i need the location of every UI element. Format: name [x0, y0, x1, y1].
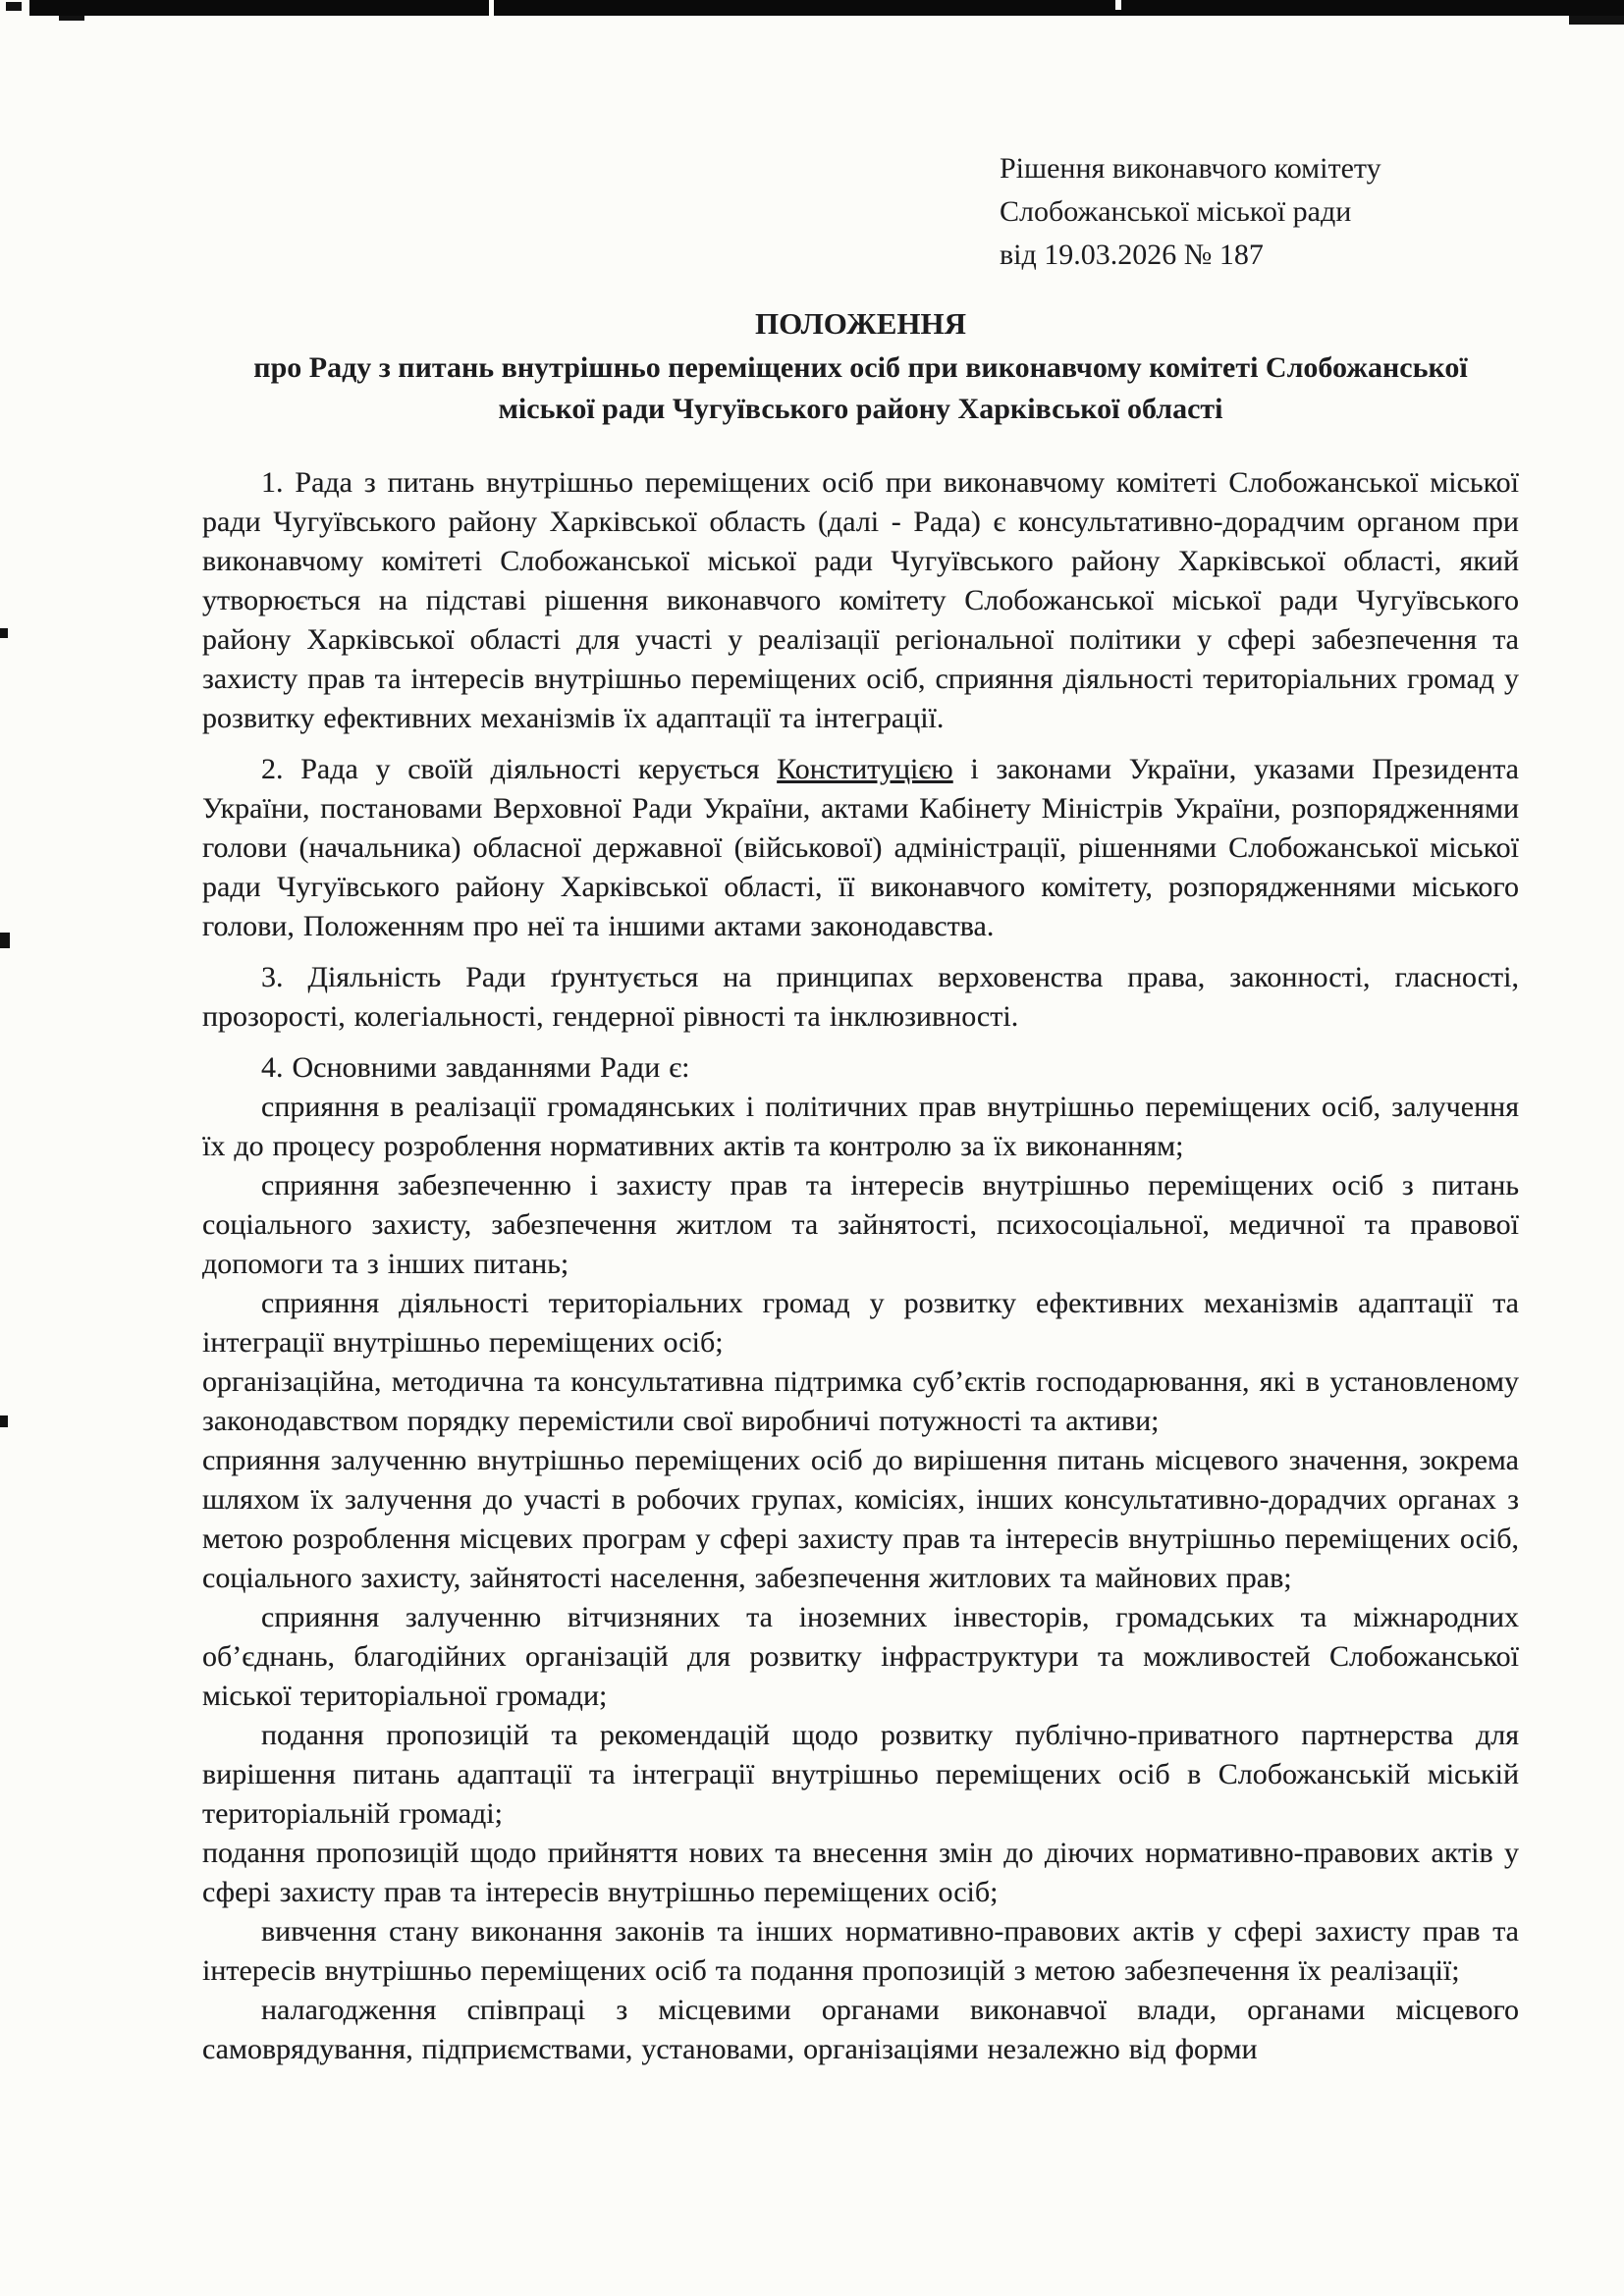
task-item-7: подання пропозицій та рекомендацій щодо розвитку публічно-приватного партнерства для вирішення питань адаптації та інтеграції внутрішньо переміщених осіб в Слобожанській міській територіальній громаді;: [202, 1719, 1519, 1830]
task-item-4: організаційна, методична та консультативна підтримка суб’єктів господарювання, які в установленому законодавством порядку перемістили свої виробничі потужності та активи;: [202, 1365, 1519, 1437]
paragraph-2: [202, 750, 1519, 946]
task-item-2: сприяння забезпеченню і захисту прав та інтересів внутрішньо переміщених осіб з питань соціального захисту, забезпечення житлом та зайнятості, психосоціальної, медичної та правової допомоги та з інших питань;: [202, 1169, 1519, 1280]
scan-artifact-mark: [1569, 16, 1624, 25]
task-item-10: налагодження співпраці з місцевими органами виконавчої влади, органами місцевого самоврядування, підприємствами, установами, організаціями незалежно від форми: [202, 1994, 1519, 2065]
task-item-1: сприяння в реалізації громадянських і політичних прав внутрішньо переміщених осіб, залучення їх до процесу розроблення нормативних актів та контролю за їх виконанням;: [202, 1091, 1519, 1162]
constitution-underlined-text: Конституцією: [777, 753, 953, 785]
scan-artifact-mark: [6, 2, 22, 11]
reference-line-1: Рішення виконавчого комітету: [1000, 152, 1381, 185]
document-content: [202, 0, 1519, 2069]
paragraph-2-text-post: і законами України, указами Президента України, постановами Верховної Ради України, актами Кабінету Міністрів України, розпорядженнями голови (начальника) обласної державної (військової) адміністрації, рішеннями Слобожанської міської ради Чугуївського району Харківської області, її виконавчого комітету, розпорядженнями міського голови, Положенням про неї та іншими актами законодавства.: [202, 753, 1519, 942]
paragraph-1: 1. Рада з питань внутрішньо переміщених осіб при виконавчому комітеті Слобожанської міської ради Чугуївського району Харківської область (далі - Рада) є консультативно-дорадчим органом при виконавчому комітеті Слобожанської міської ради Чугуївського району Харківської області, який утворюється на підставі рішення виконавчого комітету Слобожанської міської ради Чугуївського району Харківської області для участі у реалізації регіональної політики у сфері забезпечення та захисту прав та інтересів внутрішньо переміщених осіб, сприяння діяльності територіальних громад у розвитку ефективних механізмів їх адаптації та інтеграції.: [202, 466, 1519, 734]
paragraph-3: 3. Діяльність Ради ґрунтується на принципах верховенства права, законності, гласності, прозорості, колегіальності, гендерної рівності та інклюзивності.: [202, 961, 1519, 1033]
document-title: ПОЛОЖЕННЯ: [754, 306, 967, 341]
task-item-5: сприяння залученню внутрішньо переміщених осіб до вирішення питань місцевого значення, зокрема шляхом їх залучення до участі в робочих групах, комісіях, інших консультативно-дорадчих органах з метою розроблення місцевих програм у сфері захисту прав та інтересів внутрішньо переміщених осіб, соціального захисту, зайнятості населення, забезпечення житлових та майнових прав;: [202, 1444, 1519, 1594]
scan-artifact-mark: [59, 16, 84, 21]
scan-artifact-mark: [0, 1415, 8, 1427]
task-item-8: подання пропозицій щодо прийняття нових та внесення змін до діючих нормативно-правових актів у сфері захисту прав та інтересів внутрішньо переміщених осіб;: [202, 1837, 1519, 1908]
paragraph-2-text-pre: 2. Рада у своїй діяльності керується: [261, 753, 778, 785]
reference-line-2: Слобожанської міської ради: [1000, 195, 1352, 228]
task-item-3: сприяння діяльності територіальних громад у розвитку ефективних механізмів адаптації та інтеграції внутрішньо переміщених осіб;: [202, 1287, 1519, 1359]
task-item-6: сприяння залученню вітчизняних та іноземних інвесторів, громадських та міжнародних об’єднань, благодійних організацій для розвитку інфраструктури та можливостей Слобожанської міської територіальної громади;: [202, 1601, 1519, 1712]
document-subtitle: про Раду з питань внутрішньо переміщених осіб при виконавчому комітеті Слобожанської міської ради Чугуївського району Харківської області: [253, 351, 1468, 425]
task-item-9: вивчення стану виконання законів та інших нормативно-правових актів у сфері захисту прав та інтересів внутрішньо переміщених осіб та подання пропозицій з метою забезпечення їх реалізації;: [202, 1915, 1519, 1987]
reference-line-3: від 19.03.2026 № 187: [1000, 239, 1264, 271]
scan-artifact-mark: [0, 628, 8, 638]
paragraph-4-intro: 4. Основними завданнями Ради є:: [261, 1051, 690, 1084]
document-reference-block: [1000, 147, 1519, 277]
scan-artifact-mark: [0, 933, 10, 948]
